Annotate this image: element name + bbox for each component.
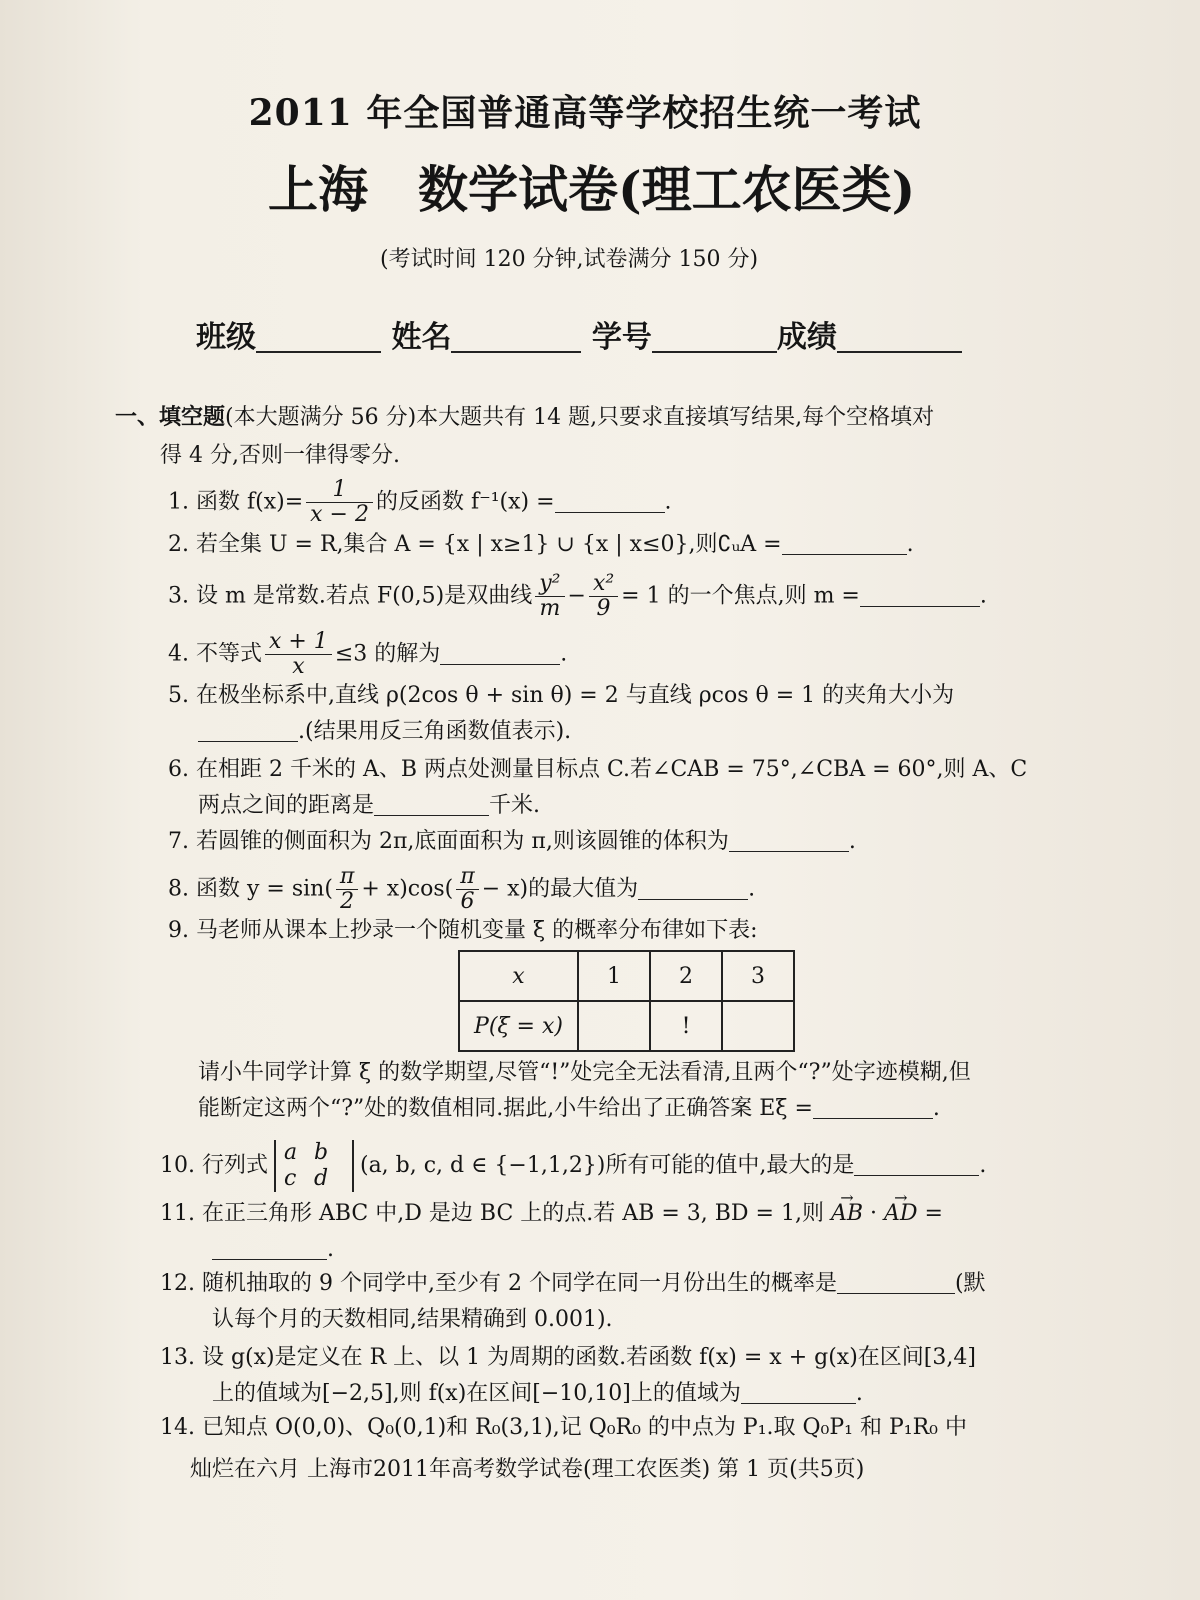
question-2: 2. 若全集 U = R,集合 A = {x | x≥1} ∪ {x | x≤0},则∁ᵤA = . <box>168 527 914 563</box>
q8-text: 8. 函数 y = sin( <box>168 876 333 902</box>
answer-blank-4[interactable] <box>440 638 560 665</box>
answer-blank-1[interactable] <box>555 486 665 513</box>
paper-title <box>268 150 915 222</box>
q9-text: 9. 马老师从课本上抄录一个随机变量 ξ 的概率分布律如下表: <box>168 918 758 943</box>
q13-text: 13. 设 g(x)是定义在 R 上、以 1 为周期的函数.若函数 f(x) = x + g(x)在区间[3,4] <box>160 1345 976 1370</box>
section-heading: 一、填空题 <box>115 404 226 430</box>
exam-duration: (考试时间 120 分钟,试卷满分 150 分) <box>380 247 759 272</box>
q1-text-2: 的反函数 f⁻¹(x) = <box>375 489 555 515</box>
class-field[interactable] <box>256 325 381 353</box>
id-field[interactable] <box>652 325 777 353</box>
q5-text-2: .(结果用反三角函数值表示). <box>298 719 572 744</box>
answer-blank-9[interactable] <box>813 1092 933 1119</box>
question-12: 12. 随机抽取的 9 个同学中,至少有 2 个同学在同一月份出生的概率是 (默 认每个月的天数相同,结果精确到 0.001). <box>160 1266 986 1338</box>
q3-fraction-x: $\frac{\text{x²}}{9}$ <box>589 572 618 621</box>
section-text: (本大题满分 56 分)本大题共有 14 题,只要求直接填写结果,每个空格填对 <box>225 405 935 430</box>
answer-blank-12[interactable] <box>837 1267 955 1294</box>
paper-title-region: 上海 <box>268 160 368 219</box>
question-8: 8. 函数 y = sin( $\frac{\pi}{2}$ + x)cos( $\frac{\pi}{6}$ − x)的最大值为 . <box>168 864 756 914</box>
header <box>0 85 1200 136</box>
q4-fraction: $\frac{x + 1}{x}$ <box>265 630 332 679</box>
table-cell: 2 <box>650 951 722 1001</box>
question-4: 4. 不等式 $\frac{x + 1}{x}$ ≤3 的解为 . <box>168 629 568 679</box>
answer-blank-11[interactable] <box>212 1233 327 1260</box>
question-5 <box>168 678 954 750</box>
vector-ab: → AB <box>831 1196 863 1232</box>
question-10: 10. 行列式a b c d(a, b, c, d ∈ {−1,1,2})所有可能的值中,最大的是 . <box>160 1140 987 1191</box>
determinant: a b c d <box>274 1140 354 1192</box>
name-field[interactable] <box>451 325 581 353</box>
page-footer: 灿烂在六月 上海市2011年高考数学试卷(理工农医类) 第 1 页(共5页) <box>190 1457 865 1482</box>
q9-text-2: 请小牛同学计算 ξ 的数学期望,尽管“!”处完全无法看清,且两个“?”处字迹模糊,但 <box>198 1060 971 1085</box>
class-label: 班级 <box>196 320 256 355</box>
question-11: 11. 在正三角形 ABC 中,D 是边 BC 上的点.若 AB = 3, BD = 1,则 → AB · → AD = . <box>160 1196 943 1268</box>
q4-text: 4. 不等式 <box>168 641 262 667</box>
exam-title: 2011 年全国普通高等学校招生统一考试 <box>248 92 922 134</box>
q13-text-2: 上的值域为[−2,5],则 f(x)在区间[−10,10]上的值域为 <box>212 1381 741 1406</box>
q14-text: 14. 已知点 O(0,0)、Q₀(0,1)和 R₀(3,1),记 Q₀R₀ 的中点为 P₁.取 Q₀P₁ 和 P₁R₀ 中 <box>160 1415 967 1440</box>
q8-fraction-1: $\frac{\pi}{2}$ <box>336 865 358 914</box>
section-instructions <box>115 398 1075 475</box>
table-cell: 1 <box>578 951 650 1001</box>
q3-text-2: = 1 的一个焦点,则 m = <box>621 583 860 609</box>
question-6: 6. 在相距 2 千米的 A、B 两点处测量目标点 C.若∠CAB = 75°,∠CBA = 60°,则 A、C 两点之间的距离是 千米. <box>168 757 1028 818</box>
question-13: 13. 设 g(x)是定义在 R 上、以 1 为周期的函数.若函数 f(x) = x + g(x)在区间[3,4] 上的值域为[−2,5],则 f(x)在区间[−10,10]上的值域为 . <box>160 1345 976 1406</box>
answer-blank-6[interactable] <box>374 789 489 816</box>
table-row <box>459 1001 794 1051</box>
question-14 <box>160 1410 967 1446</box>
answer-blank-2[interactable] <box>782 528 907 555</box>
q7-text: 7. 若圆锥的侧面积为 2π,底面面积为 π,则该圆锥的体积为 <box>168 829 729 854</box>
question-1: 1. 函数 f(x)= $\frac{1}{x - 2}$ 的反函数 f⁻¹(x) = . <box>168 477 672 527</box>
q10-text: 10. 行列式 <box>160 1153 268 1178</box>
answer-blank-13[interactable] <box>741 1377 856 1404</box>
table-cell: x <box>459 951 578 1001</box>
student-info-fields <box>196 312 962 356</box>
question-3: 3. 设 m 是常数.若点 F(0,5)是双曲线 $\frac{\text{y²}}{m}$ − $\frac{\text{x²}}{9}$ = 1 的一个焦点,则 m = . <box>168 571 987 621</box>
name-label: 姓名 <box>391 320 452 355</box>
answer-blank-5[interactable] <box>198 715 298 742</box>
q4-text-2: ≤3 的解为 <box>334 641 441 667</box>
answer-blank-3[interactable] <box>860 580 980 607</box>
q5-text: 5. 在极坐标系中,直线 ρ(2cos θ + sin θ) = 2 与直线 ρcos θ = 1 的夹角大小为 <box>168 683 955 708</box>
q6-text-2: 两点之间的距离是 <box>198 793 375 818</box>
q1-fraction: $\frac{1}{x - 2}$ <box>306 478 373 527</box>
q3-text: 3. 设 m 是常数.若点 F(0,5)是双曲线 <box>168 583 533 609</box>
vector-ad: → AD <box>884 1196 918 1232</box>
q8-fraction-2: $\frac{\pi}{6}$ <box>456 865 478 914</box>
q9-text-3: 能断定这两个“?”处的数值相同.据此,小牛给出了正确答案 Eξ = <box>198 1096 813 1121</box>
id-label: 学号 <box>591 320 652 355</box>
table-cell <box>578 1001 650 1051</box>
section-text-2: 得 4 分,否则一律得零分. <box>160 443 400 468</box>
q12-text: 12. 随机抽取的 9 个同学中,至少有 2 个同学在同一月份出生的概率是 <box>160 1271 837 1296</box>
q8-text-2: − x)的最大值为 <box>481 876 639 902</box>
table-cell: 3 <box>722 951 794 1001</box>
question-9-body: 请小牛同学计算 ξ 的数学期望,尽管“!”处完全无法看清,且两个“?”处字迹模糊,但 能断定这两个“?”处的数值相同.据此,小牛给出了正确答案 Eξ = . <box>198 1060 971 1121</box>
paper-title-subject: 数学试卷(理工农医类) <box>418 160 916 219</box>
answer-blank-7[interactable] <box>729 825 849 852</box>
table-cell <box>722 1001 794 1051</box>
answer-blank-10[interactable] <box>854 1149 979 1176</box>
table-cell: P(ξ = x) <box>459 1001 578 1051</box>
q12-text-2: 认每个月的天数相同,结果精确到 0.001). <box>212 1307 613 1332</box>
question-9 <box>168 913 758 949</box>
q6-text: 6. 在相距 2 千米的 A、B 两点处测量目标点 C.若∠CAB = 75°,∠CBA = 60°,则 A、C <box>168 757 1028 782</box>
q3-fraction-y: $\frac{\text{y²}}{m}$ <box>535 572 564 621</box>
q11-text: 11. 在正三角形 ABC 中,D 是边 BC 上的点.若 AB = 3, BD = 1,则 <box>160 1201 824 1226</box>
probability-table <box>458 950 795 1052</box>
table-row <box>459 951 794 1001</box>
q10-text-2: (a, b, c, d ∈ {−1,1,2})所有可能的值中,最大的是 <box>359 1153 855 1178</box>
score-label: 成绩 <box>776 320 837 355</box>
score-field[interactable] <box>837 325 962 353</box>
q2-text: 2. 若全集 U = R,集合 A = {x | x≥1} ∪ {x | x≤0},则∁ᵤA = <box>168 532 782 557</box>
answer-blank-8[interactable] <box>638 873 748 900</box>
q1-text: 1. 函数 f(x)= <box>168 489 304 515</box>
question-7: 7. 若圆锥的侧面积为 2π,底面面积为 π,则该圆锥的体积为 . <box>168 824 856 860</box>
table-cell: ! <box>650 1001 722 1051</box>
